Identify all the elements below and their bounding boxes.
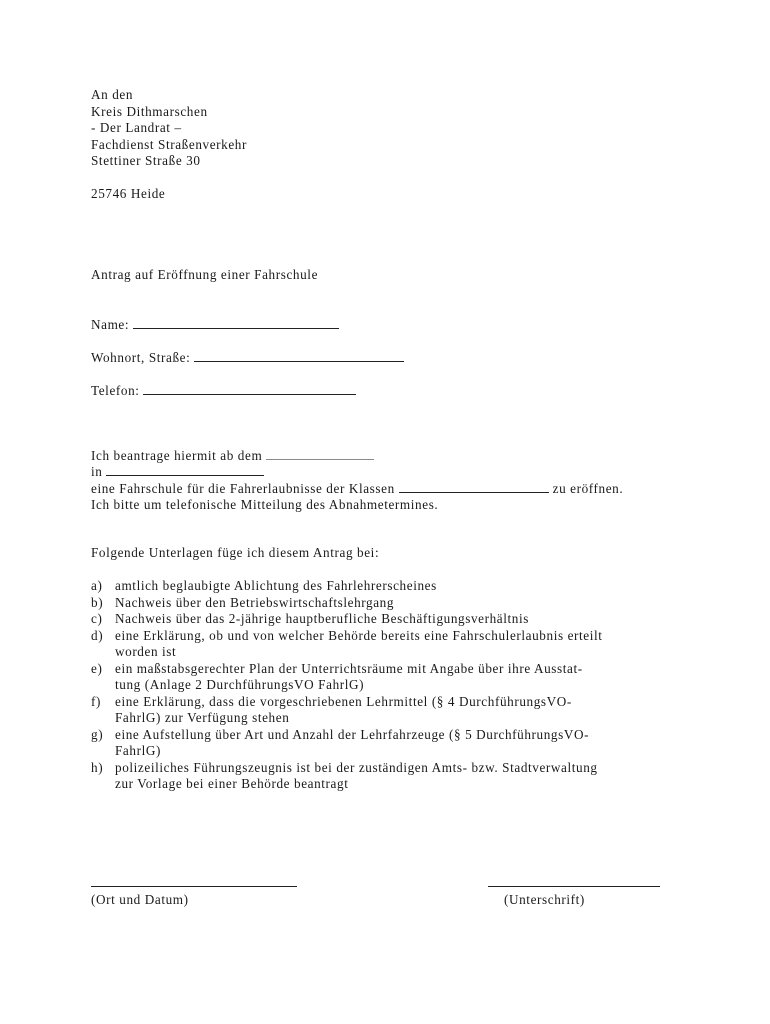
request-classes-line[interactable] bbox=[91, 481, 623, 497]
attachments-intro: Folgende Unterlagen füge ich diesem Antrag bei: bbox=[91, 545, 380, 560]
wohnort-blank[interactable] bbox=[194, 350, 404, 362]
item-marker: d) bbox=[91, 628, 104, 643]
name-field[interactable] bbox=[91, 317, 339, 333]
request-date-label: Ich beantrage hiermit ab dem bbox=[91, 448, 263, 463]
item-text: eine Erklärung, ob und von welcher Behörde bereits eine Fahrschulerlaubnis erteilt bbox=[115, 628, 603, 643]
name-label: Name: bbox=[91, 317, 130, 332]
name-blank[interactable] bbox=[133, 317, 339, 329]
request-phone-notice: Ich bitte um telefonische Mitteilung des Abnahmetermines. bbox=[91, 497, 439, 512]
item-text: eine Aufstellung über Art und Anzahl der Lehrfahrzeuge (§ 5 DurchführungsVO- bbox=[115, 727, 590, 742]
signature-line[interactable] bbox=[488, 886, 660, 887]
item-text: ein maßstabsgerechter Plan der Unterrichtsräume mit Angabe über ihre Ausstat- bbox=[115, 661, 583, 676]
item-text: amtlich beglaubigte Ablichtung des Fahrlehrerscheines bbox=[115, 578, 437, 593]
item-marker: e) bbox=[91, 661, 103, 676]
signature-caption: (Unterschrift) bbox=[504, 892, 585, 907]
item-marker: h) bbox=[91, 760, 104, 775]
wohnort-label: Wohnort, Straße: bbox=[91, 350, 191, 365]
request-location-label: in bbox=[91, 464, 103, 479]
classes-blank[interactable] bbox=[399, 481, 549, 493]
item-marker: b) bbox=[91, 595, 104, 610]
request-date-line[interactable] bbox=[91, 448, 374, 464]
address-postal-city: 25746 Heide bbox=[91, 186, 166, 201]
address-line-1: An den bbox=[91, 87, 134, 102]
item-text: Nachweis über das 2-jährige hauptberufliche Beschäftigungsverhältnis bbox=[115, 611, 529, 626]
item-text: polizeiliches Führungszeugnis ist bei der zuständigen Amts- bzw. Stadtverwaltung bbox=[115, 760, 598, 775]
request-classes-suffix: zu eröffnen. bbox=[552, 481, 624, 496]
address-line-4: Fachdienst Straßenverkehr bbox=[91, 137, 247, 152]
address-line-5: Stettiner Straße 30 bbox=[91, 153, 201, 168]
item-text: Nachweis über den Betriebswirtschaftslehrgang bbox=[115, 595, 395, 610]
place-date-caption: (Ort und Datum) bbox=[91, 892, 189, 907]
telefon-field[interactable] bbox=[91, 383, 356, 399]
item-text-continued: tung (Anlage 2 DurchführungsVO FahrlG) bbox=[115, 677, 365, 693]
wohnort-field[interactable] bbox=[91, 350, 404, 366]
item-marker: c) bbox=[91, 611, 103, 626]
item-marker: a) bbox=[91, 578, 103, 593]
address-line-3: - Der Landrat – bbox=[91, 120, 182, 135]
item-text-continued: zur Vorlage bei einer Behörde beantragt bbox=[115, 776, 349, 792]
telefon-label: Telefon: bbox=[91, 383, 140, 398]
request-location-line[interactable] bbox=[91, 464, 264, 480]
telefon-blank[interactable] bbox=[143, 383, 356, 395]
location-blank[interactable] bbox=[106, 464, 264, 476]
request-classes-label: eine Fahrschule für die Fahrerlaubnisse der Klassen bbox=[91, 481, 395, 496]
place-date-signature-line[interactable] bbox=[91, 886, 297, 887]
start-date-blank[interactable] bbox=[266, 448, 374, 460]
item-text-continued: worden ist bbox=[115, 644, 177, 660]
item-text: eine Erklärung, dass die vorgeschriebenen Lehrmittel (§ 4 DurchführungsVO- bbox=[115, 694, 572, 709]
item-text-continued: FahrlG) zur Verfügung stehen bbox=[115, 710, 290, 726]
item-marker: g) bbox=[91, 727, 104, 742]
address-line-2: Kreis Dithmarschen bbox=[91, 104, 208, 119]
subject-line: Antrag auf Eröffnung einer Fahrschule bbox=[91, 267, 319, 282]
item-text-continued: FahrlG) bbox=[115, 743, 161, 759]
item-marker: f) bbox=[91, 694, 101, 709]
